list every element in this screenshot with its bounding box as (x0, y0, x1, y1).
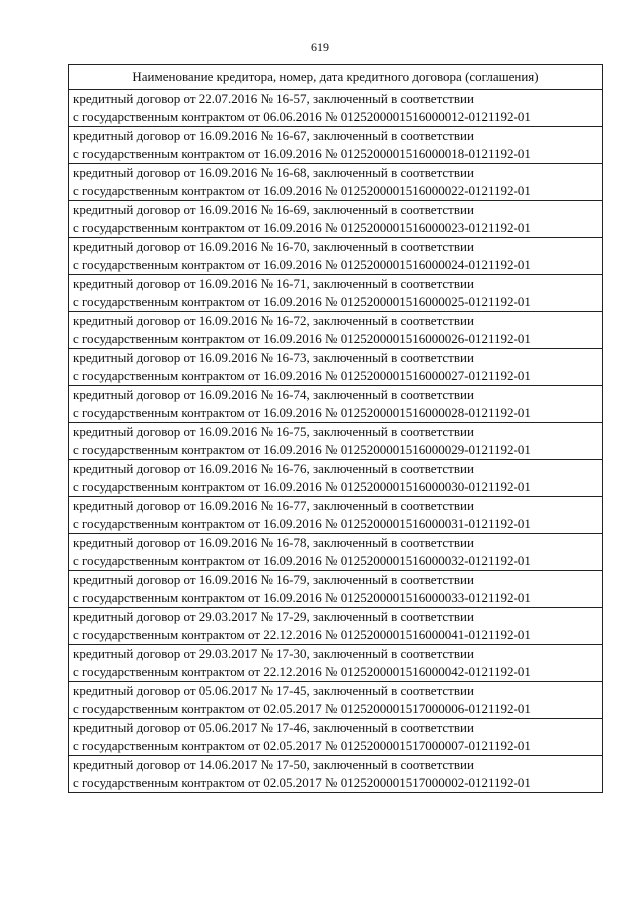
table-cell (69, 497, 603, 534)
table-cell (69, 682, 603, 719)
contract-line: кредитный договор от 16.09.2016 № 16-75, заключенный в соответствии (73, 424, 474, 439)
table-cell (69, 534, 603, 571)
state-contract-line: с государственным контрактом от 16.09.2016 № 0125200001516000029-0121192-01 (73, 442, 531, 457)
state-contract-line: с государственным контрактом от 16.09.2016 № 0125200001516000024-0121192-01 (73, 257, 531, 272)
contract-line: кредитный договор от 05.06.2017 № 17-46, заключенный в соответствии (73, 720, 474, 735)
table-cell (69, 423, 603, 460)
table-cell (69, 275, 603, 312)
contract-line: кредитный договор от 16.09.2016 № 16-79, заключенный в соответствии (73, 572, 474, 587)
state-contract-line: с государственным контрактом от 22.12.2016 № 0125200001516000041-0121192-01 (73, 627, 531, 642)
table-cell (69, 719, 603, 756)
table-row (69, 201, 603, 238)
state-contract-line: с государственным контрактом от 16.09.2016 № 0125200001516000033-0121192-01 (73, 590, 531, 605)
table-row (69, 645, 603, 682)
state-contract-line: с государственным контрактом от 16.09.2016 № 0125200001516000018-0121192-01 (73, 146, 531, 161)
table-row (69, 349, 603, 386)
table-row (69, 460, 603, 497)
state-contract-line: с государственным контрактом от 06.06.2016 № 0125200001516000012-0121192-01 (73, 109, 531, 124)
table-row (69, 164, 603, 201)
contract-line: кредитный договор от 29.03.2017 № 17-30, заключенный в соответствии (73, 646, 474, 661)
table-cell (69, 90, 603, 127)
table-header-cell: Наименование кредитора, номер, дата кредитного договора (соглашения) (69, 65, 603, 90)
contract-line: кредитный договор от 22.07.2016 № 16-57, заключенный в соответствии (73, 91, 474, 106)
table-row (69, 386, 603, 423)
table-row (69, 497, 603, 534)
table-cell (69, 756, 603, 793)
table-row (69, 719, 603, 756)
state-contract-line: с государственным контрактом от 16.09.2016 № 0125200001516000023-0121192-01 (73, 220, 531, 235)
contract-line: кредитный договор от 16.09.2016 № 16-72, заключенный в соответствии (73, 313, 474, 328)
table-row (69, 534, 603, 571)
table-cell (69, 571, 603, 608)
contract-line: кредитный договор от 16.09.2016 № 16-70, заключенный в соответствии (73, 239, 474, 254)
state-contract-line: с государственным контрактом от 16.09.2016 № 0125200001516000032-0121192-01 (73, 553, 531, 568)
table-row (69, 608, 603, 645)
contract-line: кредитный договор от 16.09.2016 № 16-77, заключенный в соответствии (73, 498, 474, 513)
table-cell (69, 386, 603, 423)
contract-line: кредитный договор от 16.09.2016 № 16-69, заключенный в соответствии (73, 202, 474, 217)
table-cell (69, 349, 603, 386)
table-row (69, 90, 603, 127)
state-contract-line: с государственным контрактом от 02.05.2017 № 0125200001517000002-0121192-01 (73, 775, 531, 790)
table-header-row (69, 65, 603, 90)
table-cell (69, 201, 603, 238)
table-row (69, 571, 603, 608)
table-row (69, 127, 603, 164)
state-contract-line: с государственным контрактом от 02.05.2017 № 0125200001517000007-0121192-01 (73, 738, 531, 753)
table-row (69, 682, 603, 719)
contract-line: кредитный договор от 16.09.2016 № 16-68, заключенный в соответствии (73, 165, 474, 180)
table-cell (69, 164, 603, 201)
contract-line: кредитный договор от 16.09.2016 № 16-76, заключенный в соответствии (73, 461, 474, 476)
state-contract-line: с государственным контрактом от 02.05.2017 № 0125200001517000006-0121192-01 (73, 701, 531, 716)
table-row (69, 423, 603, 460)
state-contract-line: с государственным контрактом от 22.12.2016 № 0125200001516000042-0121192-01 (73, 664, 531, 679)
table-cell (69, 127, 603, 164)
contract-line: кредитный договор от 05.06.2017 № 17-45, заключенный в соответствии (73, 683, 474, 698)
table-row (69, 312, 603, 349)
state-contract-line: с государственным контрактом от 16.09.2016 № 0125200001516000030-0121192-01 (73, 479, 531, 494)
table-row (69, 275, 603, 312)
contracts-table (68, 64, 603, 793)
contract-line: кредитный договор от 16.09.2016 № 16-67, заключенный в соответствии (73, 128, 474, 143)
table-cell (69, 460, 603, 497)
table-body (69, 90, 603, 793)
state-contract-line: с государственным контрактом от 16.09.2016 № 0125200001516000026-0121192-01 (73, 331, 531, 346)
table-cell (69, 645, 603, 682)
contract-line: кредитный договор от 29.03.2017 № 17-29, заключенный в соответствии (73, 609, 474, 624)
contract-line: кредитный договор от 14.06.2017 № 17-50, заключенный в соответствии (73, 757, 474, 772)
state-contract-line: с государственным контрактом от 16.09.2016 № 0125200001516000028-0121192-01 (73, 405, 531, 420)
state-contract-line: с государственным контрактом от 16.09.2016 № 0125200001516000031-0121192-01 (73, 516, 531, 531)
contract-line: кредитный договор от 16.09.2016 № 16-74, заключенный в соответствии (73, 387, 474, 402)
contract-line: кредитный договор от 16.09.2016 № 16-78, заключенный в соответствии (73, 535, 474, 550)
table-cell (69, 608, 603, 645)
contract-line: кредитный договор от 16.09.2016 № 16-73, заключенный в соответствии (73, 350, 474, 365)
contract-line: кредитный договор от 16.09.2016 № 16-71, заключенный в соответствии (73, 276, 474, 291)
page-number: 619 (311, 40, 329, 54)
state-contract-line: с государственным контрактом от 16.09.2016 № 0125200001516000022-0121192-01 (73, 183, 531, 198)
table-row (69, 238, 603, 275)
state-contract-line: с государственным контрактом от 16.09.2016 № 0125200001516000027-0121192-01 (73, 368, 531, 383)
table-cell (69, 238, 603, 275)
table-cell (69, 312, 603, 349)
state-contract-line: с государственным контрактом от 16.09.2016 № 0125200001516000025-0121192-01 (73, 294, 531, 309)
table-row (69, 756, 603, 793)
